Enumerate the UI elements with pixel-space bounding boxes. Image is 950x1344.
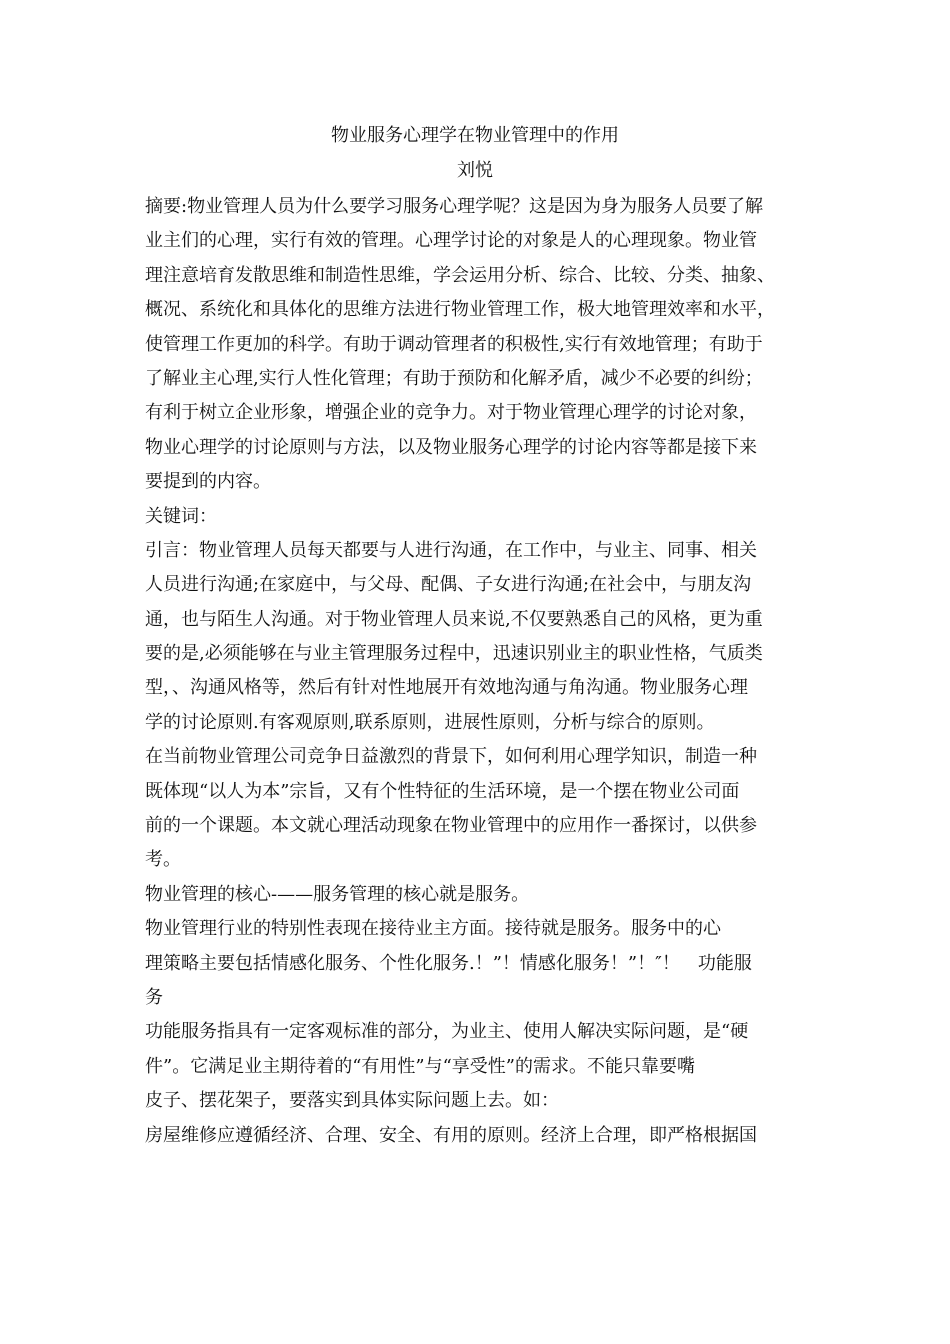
body-line: 有利于树立企业形象，增强企业的竞争力。对于物业管理心理学的讨论对象， bbox=[145, 402, 757, 424]
body-line: 功能服务指具有一定客观标准的部分，为业主、使用人解决实际问题，是“硬 bbox=[145, 1021, 749, 1043]
body-line: 理注意培育发散思维和制造性思维，学会运用分析、综合、比较、分类、抽象、 bbox=[145, 264, 775, 286]
body-line: 物业管理行业的特别性表现在接待业主方面。接待就是服务。服务中的心 bbox=[145, 918, 721, 940]
body-line: 既体现“以人为本”宗旨，又有个性特征的生活环境，是一个摆在物业公司面 bbox=[145, 780, 740, 802]
body-line: 理策略主要包括情感化服务、个性化服务.！”！情感化服务！”！″！ 功能服 bbox=[145, 952, 752, 974]
body-line: 摘要:物业管理人员为什么要学习服务心理学呢？这是因为身为服务人员要了解 bbox=[145, 196, 764, 217]
keywords-line: 关键词： bbox=[145, 505, 217, 527]
body-line: 务 bbox=[145, 986, 163, 1008]
document-author: 刘悦 bbox=[457, 160, 493, 181]
document-title: 物业服务心理学在物业管理中的作用 bbox=[331, 125, 619, 146]
body-line: 物业心理学的讨论原则与方法，以及物业服务心理学的讨论内容等都是接下来 bbox=[145, 436, 757, 458]
body-line: 业主们的心理，实行有效的管理。心理学讨论的对象是人的心理现象。物业管 bbox=[145, 230, 757, 252]
body-line: 通，也与陌生人沟通。对于物业管理人员来说,不仅要熟悉自己的风格，更为重 bbox=[145, 608, 763, 630]
body-line: 要提到的内容。 bbox=[145, 471, 271, 493]
body-line: 学的讨论原则.有客观原则,联系原则，进展性原则，分析与综合的原则。 bbox=[145, 711, 715, 733]
body-line: 了解业主心理,实行人性化管理；有助于预防和化解矛盾，减少不必要的纠纷； bbox=[145, 367, 763, 389]
body-line: 考。 bbox=[145, 849, 181, 871]
body-line: 房屋维修应遵循经济、合理、安全、有用的原则。经济上合理，即严格根据国 bbox=[145, 1124, 757, 1146]
body-line: 人员进行沟通;在家庭中，与父母、配偶、子女进行沟通;在社会中，与朋友沟 bbox=[145, 574, 752, 596]
body-line: 使管理工作更加的科学。有助于调动管理者的积极性,实行有效地管理；有助于 bbox=[145, 333, 763, 355]
body-line: 皮子、摆花架子，要落实到具体实际问题上去。如： bbox=[145, 1090, 559, 1112]
body-line: 前的一个课题。本文就心理活动现象在物业管理中的应用作一番探讨，以供参 bbox=[145, 815, 757, 837]
section-heading: 物业管理的核心-——服务管理的核心就是服务。 bbox=[145, 883, 530, 905]
body-line: 在当前物业管理公司竞争日益激烈的背景下，如何利用心理学知识，制造一种 bbox=[145, 746, 757, 768]
body-line: 型，、沟通风格等，然后有针对性地展开有效地沟通与角沟通。物业服务心理 bbox=[145, 677, 748, 699]
body-line: 引言：物业管理人员每天都要与人进行沟通，在工作中，与业主、同事、相关 bbox=[145, 539, 757, 561]
document-body bbox=[145, 190, 845, 1153]
body-line: 概况、系统化和具体化的思维方法进行物业管理工作，极大地管理效率和水平， bbox=[145, 299, 775, 321]
body-line: 件”。它满足业主期待着的“有用性”与“享受性”的需求。不能只靠要嘴 bbox=[145, 1055, 696, 1077]
body-line: 要的是,必须能够在与业主管理服务过程中，迅速识别业主的职业性格，气质类 bbox=[145, 643, 763, 665]
